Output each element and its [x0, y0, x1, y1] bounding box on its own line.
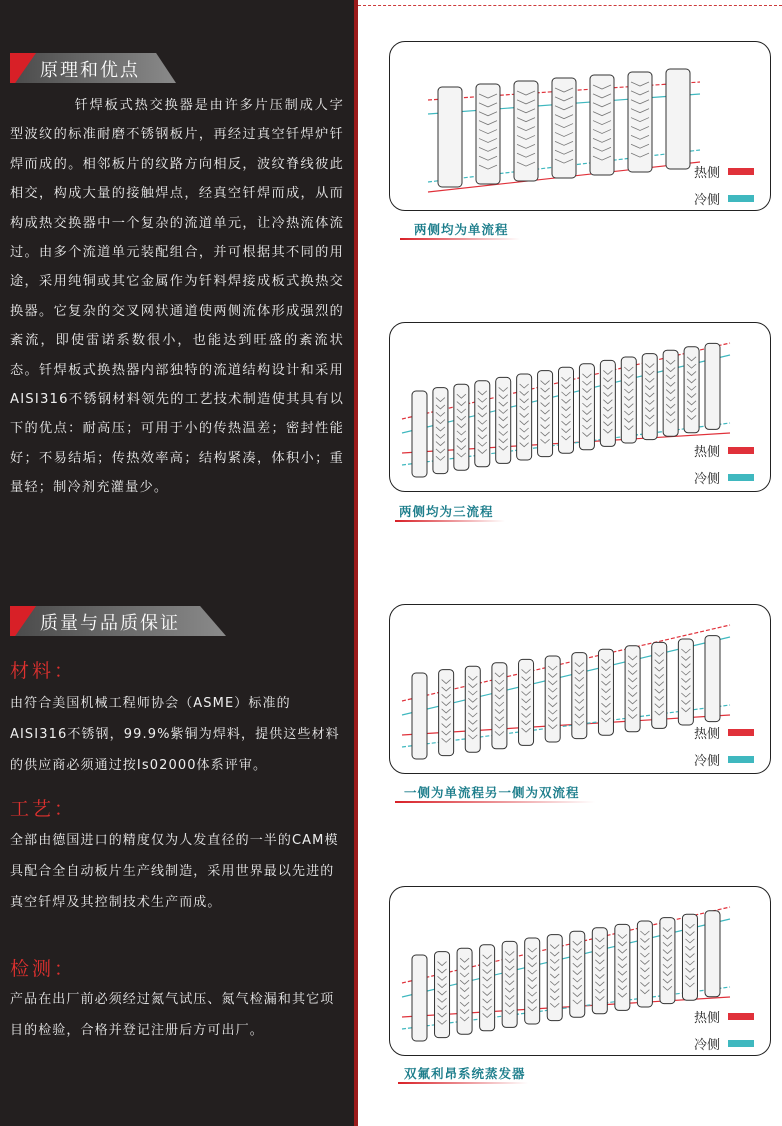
- heat-plate: [465, 666, 480, 752]
- caption-underline-2: [395, 520, 505, 522]
- caption-underline-1: [400, 238, 520, 240]
- heat-plate: [439, 670, 454, 756]
- heat-plate: [598, 649, 613, 735]
- cold-swatch: [728, 474, 754, 481]
- legend-cold-label: 冷侧: [693, 754, 720, 769]
- diagram-caption-3: 一侧为单流程另一侧为双流程: [404, 785, 580, 800]
- diagram-card-3: [389, 604, 771, 774]
- quality-heading-text: 质量与品质保证: [40, 613, 180, 634]
- heat-plate: [705, 343, 720, 429]
- principle-paragraph: [10, 91, 344, 503]
- heat-plate: [590, 75, 614, 175]
- heat-plate: [435, 952, 450, 1038]
- heat-plate: [517, 374, 532, 460]
- heat-plate: [666, 69, 690, 169]
- heat-plate: [538, 371, 553, 457]
- legend-hot-label: 热侧: [693, 1011, 720, 1026]
- heat-plate: [705, 636, 720, 722]
- legend-2: [694, 441, 754, 495]
- process-title: 工艺：: [10, 798, 77, 820]
- heat-plate: [547, 935, 562, 1021]
- diagram-card-2: [389, 322, 771, 492]
- diagram-card-1: [389, 41, 771, 211]
- legend-hot-label: 热侧: [693, 166, 720, 181]
- principle-paragraph-text: 钎焊板式热交换器是由许多片压制成人字型波纹的标准耐磨不锈钢板片，再经过真空钎焊炉钎焊而成的。相邻板片的纹路方向相反，波纹脊线彼此相交，构成大量的接触焊点，经真空钎焊而成，从而构成热交换器中一个复杂的流道单元，让冷热流体流过。由多个流道单元装配组合，并可根据其不同的用途，采用纯铜或其它金属作为钎料焊接成板式换热交换器。它复杂的交叉网状通道使两侧流体形成强烈的紊流，即使雷诺系数很小，也能达到旺盛的紊流状态。钎焊板式换热器内部独特的流道结构设计和采用AISI316不锈钢材料领先的工艺技术制造使其具有以下的优点：耐高压；可用于小的传热温差；密封性能好；不易结垢；传热效率高；结构紧凑，体积小；重量轻；制冷剂充灌量少。: [10, 98, 344, 496]
- heat-plate: [625, 646, 640, 732]
- process-text: 全部由德国进口的精度仅为人发直径的一半的CAM模具配合全自动板片生产线制造，采用世界最以先进的真空钎焊及其控制技术生产而成。: [10, 833, 339, 910]
- heat-plate: [525, 938, 540, 1024]
- principle-heading: [10, 53, 176, 83]
- left-panel: [0, 0, 354, 1126]
- heat-plate: [615, 924, 630, 1010]
- legend-1: [694, 162, 754, 216]
- test-text: 产品在出厂前必须经过氮气试压、氮气检漏和其它项目的检验，合格并登记注册后方可出厂。: [10, 992, 335, 1038]
- heat-plate: [682, 914, 697, 1000]
- heat-plate: [559, 367, 574, 453]
- heat-plate: [438, 87, 462, 187]
- test-title: 检测：: [10, 958, 77, 980]
- heat-plate: [678, 639, 693, 725]
- legend-cold-label: 冷侧: [693, 472, 720, 487]
- heat-plate: [480, 945, 495, 1031]
- heat-plate: [660, 918, 675, 1004]
- heat-plate: [545, 656, 560, 742]
- legend-hot-label: 热侧: [693, 445, 720, 460]
- heat-plate: [502, 941, 517, 1027]
- hot-swatch: [728, 168, 754, 175]
- heat-plate: [433, 388, 448, 474]
- caption-underline-4: [398, 1082, 528, 1084]
- cold-swatch: [728, 756, 754, 763]
- heat-plate: [570, 931, 585, 1017]
- heat-plate: [600, 360, 615, 446]
- heat-plate: [684, 347, 699, 433]
- heat-plate: [592, 928, 607, 1014]
- diagram-card-4: [389, 886, 771, 1056]
- principle-heading-text: 原理和优点: [40, 60, 140, 81]
- diagram-caption-4: 双氟利昂系统蒸发器: [404, 1066, 526, 1081]
- caption-underline-3: [395, 801, 595, 803]
- quality-heading: [10, 606, 226, 636]
- cold-swatch: [728, 1040, 754, 1047]
- heat-plate: [705, 911, 720, 997]
- heat-plate: [475, 381, 490, 467]
- heat-plate: [572, 653, 587, 739]
- heat-plate: [457, 948, 472, 1034]
- legend-3: [694, 723, 754, 777]
- legend-cold-label: 冷侧: [693, 1038, 720, 1053]
- cold-swatch: [728, 195, 754, 202]
- material-text: 由符合美国机械工程师协会（ASME）标准的AISI316不锈钢，99.9%紫铜为焊料，提供这些材料的供应商必须通过按Is02000体系评审。: [10, 696, 340, 773]
- heat-plate: [496, 377, 511, 463]
- top-divider: [358, 5, 782, 6]
- heat-plate: [552, 78, 576, 178]
- legend-cold-label: 冷侧: [693, 193, 720, 208]
- diagram-caption-1: 两侧均为单流程: [414, 222, 509, 237]
- heat-plate: [628, 72, 652, 172]
- legend-4: [694, 1007, 754, 1061]
- diagram-caption-2: 两侧均为三流程: [399, 504, 494, 519]
- heat-plate: [412, 673, 427, 759]
- heat-plate: [519, 659, 534, 745]
- heat-plate: [579, 364, 594, 450]
- heat-plate: [492, 663, 507, 749]
- heat-plate: [621, 357, 636, 443]
- heat-plate: [454, 384, 469, 470]
- material-title: 材料：: [10, 660, 77, 682]
- heat-plate: [514, 81, 538, 181]
- hot-swatch: [728, 729, 754, 736]
- hot-swatch: [728, 447, 754, 454]
- panel-edge: [354, 0, 358, 1126]
- heat-plate: [412, 391, 427, 477]
- heat-plate: [663, 350, 678, 436]
- heat-plate: [412, 955, 427, 1041]
- hot-swatch: [728, 1013, 754, 1020]
- heat-plate: [637, 921, 652, 1007]
- heat-plate: [652, 642, 667, 728]
- legend-hot-label: 热侧: [693, 727, 720, 742]
- heat-plate: [642, 354, 657, 440]
- heat-plate: [476, 84, 500, 184]
